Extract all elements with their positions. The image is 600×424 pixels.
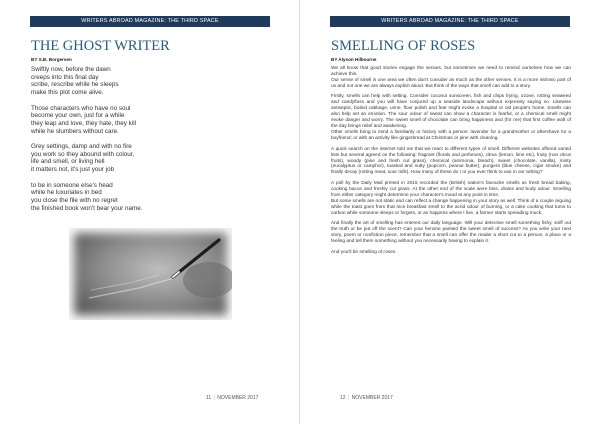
poem-line: the finished book won't bear your name. [31,204,143,212]
footer-separator: | [347,395,350,401]
issue-date: NOVEMBER 2017 [217,395,259,401]
pen-writing-photo [69,228,232,320]
poem-line: while he slumbers without care. [31,127,119,135]
page-footer [206,395,258,401]
footer-separator: | [213,395,215,401]
page-footer [340,395,393,401]
poem-line: they leap and love, they hate, they kill [31,119,137,127]
article-byline: BY Alyson Hilbourne [331,57,377,62]
poem-body [31,66,271,220]
poem-line: Swiftly now, before the dawn [31,66,111,73]
article-paragraph: And you'll be smelling of roses. [331,249,397,255]
poem-stanza [31,182,271,213]
magazine-banner: WRITERS ABROAD MAGAZINE: THE THIRD SPACE [330,16,570,27]
article-paragraph: And finally the art of smelling has entered our daily language. Will your detective smell something fishy, sniff out the truth or be put off the scent? Can your heroine painted the sweet smell of success? As you write your next story, poem or nonfiction piece, remember that a smell can offer the reader a short cut to a person, a place or a feeling and tell them something without you necessarily having to explain it. [331,221,571,245]
poem-byline: BY S.B. Borgersen [31,57,72,62]
poem-line: Grey settings, damp and with no fire [31,143,132,150]
page-number: 11 [206,395,212,401]
magazine-banner: WRITERS ABROAD MAGAZINE: THE THIRD SPACE [30,16,270,27]
article-paragraph: We all know that good stories engage the senses, but sometimes we need to remind ourselves how we can achieve this. Our sense of smell is one area we often don't consider as much as the other senses. It is a more intrinsic part of us and not one we are always explicit about. But think of the ways that smell can add to a story. [331,66,571,89]
article-body [331,66,571,260]
poem-stanza [31,105,271,136]
poem-title: THE GHOST WRITER [31,38,170,54]
poem-line: scribe, rescribe while he sleeps [31,81,119,89]
poem-line: life and smell, or living hell [31,158,105,166]
poem-stanza [31,66,271,97]
poem-line: become your own, just for a while [31,112,125,120]
article-paragraph: A poll by the Daily Mail printed in 2015 recorded the (British) nation's favourite smells as fresh bread baking, cooking bacon and freshly cut grass. At the other end of the scale were bins, drains and body odour. Smelling from either category might determine your character's mood at any point in time. But some smells are not static and can reflect a change happening in your story as well. Think of a couple arguing while the toast goes from that nice breakfast smell to the acrid odour of burning, or a cake cooking that turns to carbon while someone sleeps or forgets, or as happens where I live, a farmer starts spreading muck. [331,180,571,216]
article-title: SMELLING OF ROSES [331,38,476,54]
poem-stanza [31,143,271,174]
poem-line: you close the file with no regret [31,196,118,204]
poem-line: to be in someone else's head [31,181,113,189]
poem-line: while he luxuriates in bed [31,189,102,197]
page-number: 12 [340,395,346,401]
poem-line: Those characters who have no soul [31,104,131,112]
poem-line: make this plot come alive. [31,89,104,97]
poem-line: you work so they abound with colour, [31,150,135,158]
article-paragraph: Firstly, smells can help with setting. Consider coconut sunscreen, fish and chips frying, ozone, rotting seaweed and candyfloss and you will have conjured up a seaside landscape without expressly saying so. Likewise antiseptic, boiled cabbage, urine, floor polish and fear might evoke a hospital or old people's home. Smells can also help set an emotion. The sour odour of sweat can show a character is fearful, or a chemical smell might evoke danger and worry. The sweet smell of chocolate can bring happiness and (for me) that first coffee waft of the day brings relief and awakening. Other smells bring to mind a familiarity or history with a person: lavender for a grandmother or aftershave for a boyfriend; or with an activity like gingerbread at Christmas or pine with cleaning. [331,94,571,142]
article-paragraph: A quick search on the internet told me that we react to different types of smell. Different websites offered varied lists but several agreed on the following: fragrant (florals and perfumes), citrus (lemon, lime etc), fruity (non citrus fruits), woody (pine and fresh cut grass), chemical (ammonia, bleach), sweet (chocolate, vanilla), minty (eucalyptus or camphor), toasted and nutty (popcorn, peanut butter), pungent (blue cheese, cigar smoke) and finally decay (rotting meat, sour milk). How many of these do I or you ever think to use in our writing? [331,146,571,176]
poem-line: creeps into this final day [31,73,99,81]
issue-date: NOVEMBER 2017 [351,395,393,401]
poem-line: it matters not, it's just your job [31,166,115,174]
right-page [300,0,600,424]
